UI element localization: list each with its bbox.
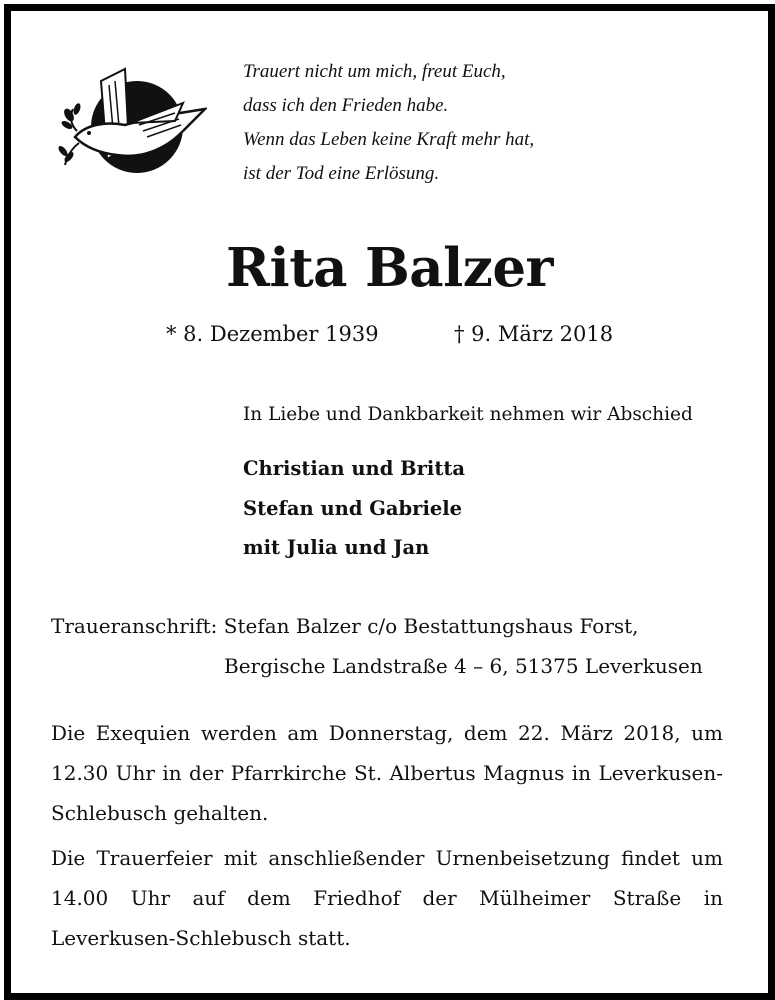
farewell-text: In Liebe und Dankbarkeit nehmen wir Abschied xyxy=(243,404,693,425)
obituary-notice xyxy=(4,4,775,1000)
death-date: † 9. März 2018 xyxy=(454,322,614,346)
mourner-entry: Stefan und Gabriele xyxy=(243,496,463,520)
deceased-name: Rita Balzer xyxy=(226,237,553,299)
quote-block xyxy=(243,55,723,191)
quote-line: Wenn das Leben keine Kraft mehr hat, xyxy=(243,129,535,150)
funeral-paragraph: Die Trauerfeier mit anschließender Urnenbeisetzung findet um 14.00 Uhr auf dem Friedhof der Mülheimer Straße in Leverkusen-Schlebusch statt. xyxy=(51,846,723,950)
mourners-list xyxy=(243,449,465,568)
quote-line: Trauert nicht um mich, freut Euch, xyxy=(243,61,506,82)
mourner-entry: mit Julia und Jan xyxy=(243,536,430,559)
mourning-address-line2: Bergische Landstraße 4 – 6, 51375 Leverkusen xyxy=(224,654,703,678)
mourner-entry: Christian und Britta xyxy=(243,457,465,480)
quote-line: ist der Tod eine Erlösung. xyxy=(243,163,440,184)
dove-with-cross-icon xyxy=(55,59,207,185)
service-paragraph: Die Exequien werden am Donnerstag, dem 22. März 2018, um 12.30 Uhr in der Pfarrkirche St. Albertus Magnus in Leverkusen-Schlebusch gehalten. xyxy=(51,721,723,825)
quote-line: dass ich den Frieden habe. xyxy=(243,95,449,116)
mourning-address-line1: Traueranschrift: Stefan Balzer c/o Bestattungshaus Forst, xyxy=(51,614,639,638)
birth-date: * 8. Dezember 1939 xyxy=(166,322,379,346)
